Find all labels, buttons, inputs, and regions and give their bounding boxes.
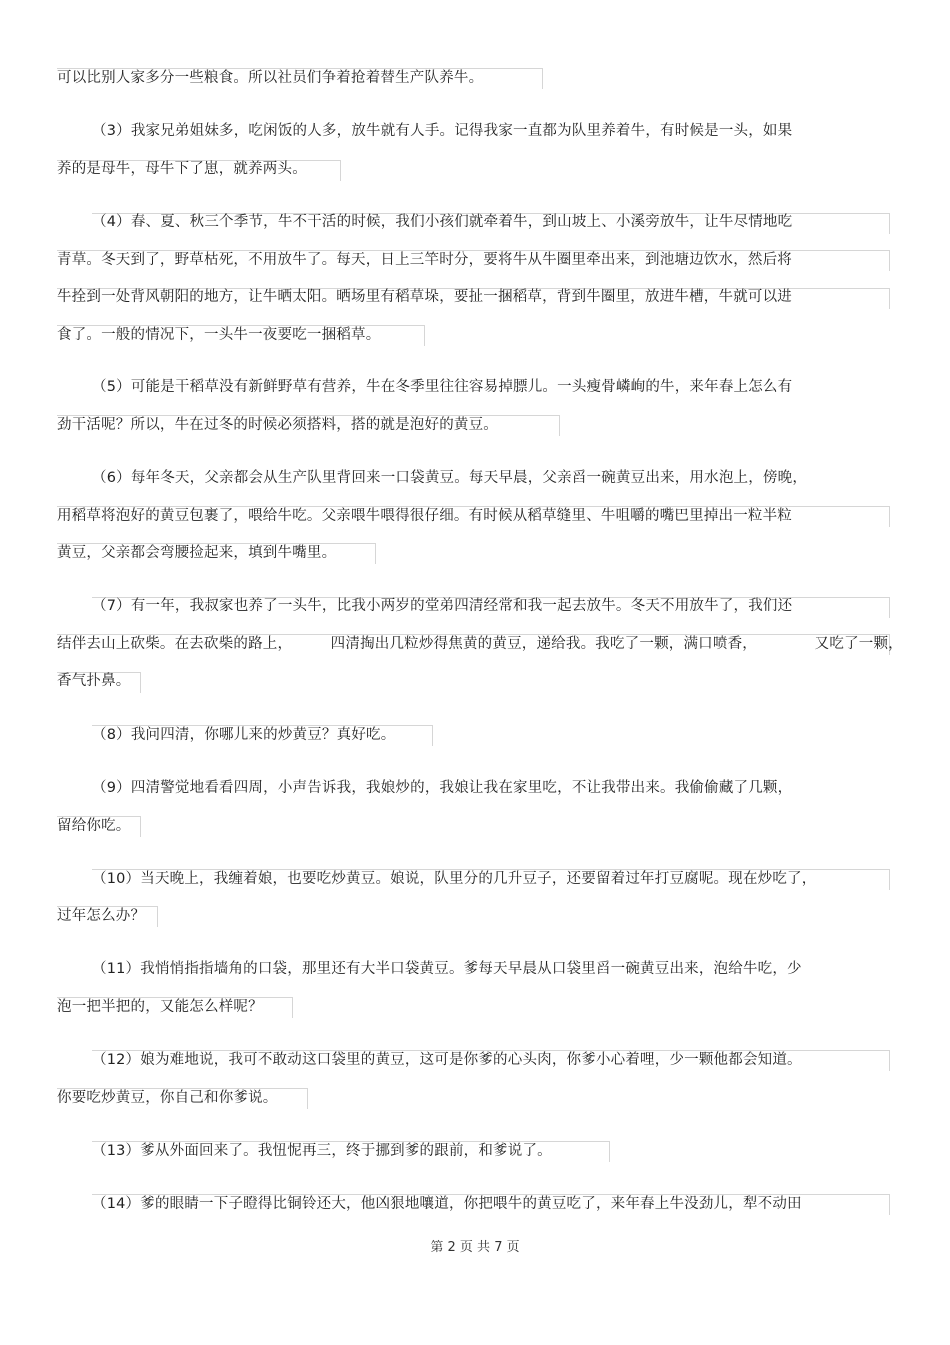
text-line: （12）娘为难地说，我可不敢动这口袋里的黄豆，这可是你爹的心头肉，你爹小心着哩，少一颗他都会知道。 — [92, 1052, 802, 1068]
text-line: 泡一把半把的，又能怎么样呢？ — [57, 999, 263, 1015]
text-line: （13）爹从外面回来了。我忸怩再三，终于挪到爹的跟前，和爹说了。 — [92, 1143, 552, 1159]
text-line: （7）有一年，我叔家也养了一头牛，比我小两岁的堂弟四清经常和我一起去放牛。冬天不用放牛了，我们还 — [92, 598, 793, 614]
text-line: （4）春、夏、秋三个季节，牛不干活的时候，我们小孩们就牵着牛，到山坡上、小溪旁放牛，让牛尽情地吃 — [92, 214, 793, 230]
page-number: 第 2 页 共 7 页 — [430, 1240, 520, 1255]
text-line: 香气扑鼻。 — [57, 673, 131, 689]
text-line: （5）可能是干稻草没有新鲜野草有营养，牛在冬季里往往容易掉膘儿。一头瘦骨嶙峋的牛，来年春上怎么有 — [92, 379, 793, 395]
text-line: （11）我悄悄指指墙角的口袋，那里还有大半口袋黄豆。爹每天早晨从口袋里舀一碗黄豆出来，泡给牛吃，少 — [92, 961, 802, 977]
text-line: 牛拴到一处背风朝阳的地方，让牛晒太阳。晒场里有稻草垛，要扯一捆稻草，背到牛圈里，放进牛槽，牛就可以进 — [57, 289, 792, 305]
text-line: 可以比别人家多分一些粮食。所以社员们争着抢着替生产队养牛。 — [57, 70, 484, 86]
text-line: 留给你吃。 — [57, 818, 131, 834]
text-line: （6）每年冬天，父亲都会从生产队里背回来一口袋黄豆。每天早晨，父亲舀一碗黄豆出来，用水泡上，傍晚， — [92, 470, 808, 486]
text-line: 用稻草将泡好的黄豆包裹了，喂给牛吃。父亲喂牛喂得很仔细。有时候从稻草缝里、牛咀嚼的嘴巴里掉出一粒半粒 — [57, 508, 792, 524]
text-line: 食了。一般的情况下，一头牛一夜要吃一捆稻草。 — [57, 327, 381, 343]
text-line: 青草。冬天到了，野草枯死，不用放牛了。每天，日上三竿时分，要将牛从牛圈里牵出来，到池塘边饮水，然后将 — [57, 252, 792, 268]
text-line: （9）四清警觉地看看四周，小声告诉我，我娘炒的，我娘让我在家里吃，不让我带出来。我偷偷藏了几颗， — [92, 780, 793, 796]
text-line: （3）我家兄弟姐妹多，吃闲饭的人多，放牛就有人手。记得我家一直都为队里养着牛，有时候是一头，如果 — [92, 123, 793, 139]
text-line: 结伴去山上砍柴。在去砍柴的路上， 四清掏出几粒炒得焦黄的黄豆，递给我。我吃了一颗，满口喷香， 又吃了一颗， — [57, 636, 903, 652]
text-line: （10）当天晚上，我缠着娘，也要吃炒黄豆。娘说，队里分的几升豆子，还要留着过年打豆腐呢。现在炒吃了， — [92, 871, 817, 887]
text-line: （14）爹的眼睛一下子瞪得比铜铃还大，他凶狠地嚷道，你把喂牛的黄豆吃了，来年春上牛没劲儿，犁不动田 — [92, 1196, 802, 1212]
text-line: 黄豆，父亲都会弯腰捡起来，填到牛嘴里。 — [57, 545, 337, 561]
text-line: 过年怎么办？ — [57, 908, 146, 924]
text-line: 劲干活呢？所以，牛在过冬的时候必须搭料，搭的就是泡好的黄豆。 — [57, 417, 498, 433]
text-line: 养的是母牛，母牛下了崽，就养两头。 — [57, 161, 307, 177]
text-line: 你要吃炒黄豆，你自己和你爹说。 — [57, 1090, 278, 1106]
text-line: （8）我问四清，你哪儿来的炒黄豆？真好吃。 — [92, 727, 396, 743]
